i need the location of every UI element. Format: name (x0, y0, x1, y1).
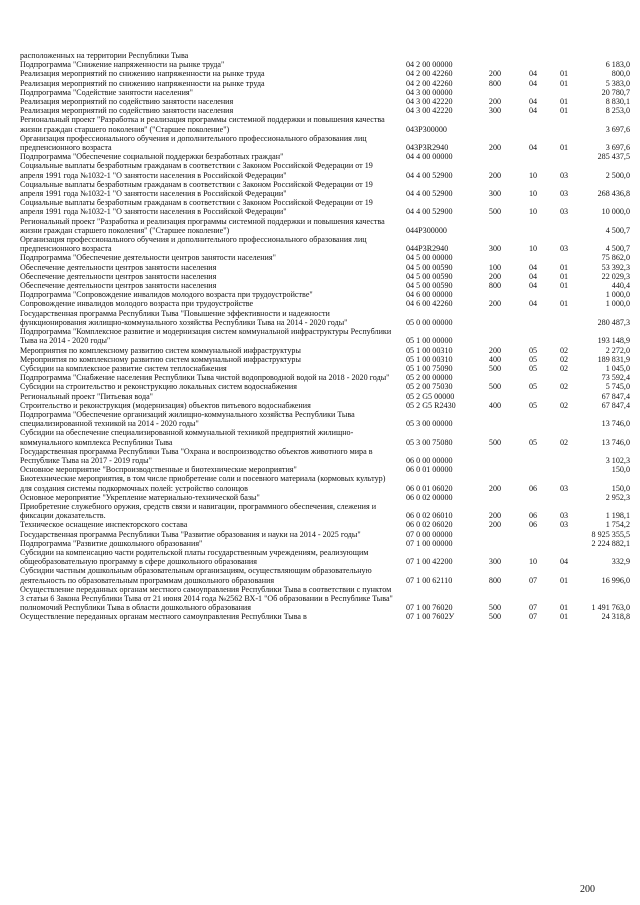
amount: 13 746,0 (601, 419, 630, 429)
target-code: 04 2 00 42260 (406, 69, 453, 79)
expense-type: 800 (488, 575, 502, 585)
amount: 20 780,7 (601, 87, 630, 97)
target-code: 043P300000 (406, 124, 447, 134)
row-name: Подпрограмма "Сопровождение инвалидов молодого возраста при трудоустройстве" (20, 290, 313, 300)
amount: 16 996,0 (601, 575, 630, 585)
section-code: 05 (528, 437, 538, 447)
expense-type: 800 (488, 78, 502, 88)
target-code: 05 2 G5 R2430 (406, 400, 456, 410)
table-row (20, 548, 630, 566)
row-name: Подпрограмма "Снижение напряженности на рынке труда" (20, 60, 225, 70)
target-code: 07 1 00 76020 (406, 603, 453, 613)
amount: 2 500,0 (605, 170, 630, 180)
subsection-code: 02 (559, 400, 569, 410)
amount: 150,0 (611, 465, 630, 475)
row-name: Приобретение служебного оружия, средств связи и навигации, программного обеспечения, слежения и фиксации доказательств. (20, 501, 377, 521)
expense-type: 300 (488, 557, 502, 567)
subsection-code: 02 (559, 382, 569, 392)
expense-type: 500 (488, 363, 502, 373)
target-code: 043P3R2940 (406, 143, 449, 153)
table-row (20, 355, 630, 364)
table-row (20, 346, 630, 355)
amount: 3 697,6 (605, 143, 630, 153)
subsection-code: 03 (559, 170, 569, 180)
row-name: Подпрограмма "Содействие занятости населения" (20, 87, 193, 97)
row-name: Подпрограмма "Снабжение населения Республики Тыва чистой водопроводной водой на 2018 - 2020 годы" (20, 373, 390, 383)
subsection-code: 01 (559, 78, 569, 88)
table-row (20, 97, 630, 106)
table-row (20, 447, 630, 465)
row-name: Основное мероприятие "Воспроизводственные и биотехнические мероприятия" (20, 465, 297, 475)
target-code: 07 1 00 7602У (406, 612, 455, 622)
section-code: 07 (528, 575, 538, 585)
amount: 285 437,5 (597, 152, 630, 162)
amount: 268 436,8 (597, 189, 630, 199)
amount: 67 847,4 (601, 391, 630, 401)
expense-type: 300 (488, 106, 502, 116)
table-row (20, 373, 630, 382)
section-code: 10 (528, 557, 538, 567)
table-row (20, 106, 630, 115)
expense-type: 100 (488, 262, 502, 272)
expense-type: 500 (488, 603, 502, 613)
subsection-code: 03 (559, 189, 569, 199)
row-name: Сопровождение инвалидов молодого возраста при трудоустройстве (20, 299, 254, 309)
target-code: 05 1 00 00000 (406, 336, 453, 346)
amount: 189 831,9 (597, 354, 630, 364)
table-row (20, 69, 630, 78)
target-code: 06 0 02 06020 (406, 520, 453, 530)
section-code: 06 (528, 520, 538, 530)
amount: 67 847,4 (601, 400, 630, 410)
budget-table (20, 51, 630, 622)
table-row (20, 539, 630, 548)
table-row (20, 235, 630, 253)
amount: 22 029,3 (601, 271, 630, 281)
section-code: 04 (528, 69, 538, 79)
section-code: 04 (528, 271, 538, 281)
table-row (20, 115, 630, 133)
row-name: Региональный проект "Разработка и реализация программы системной поддержки и повышения качества жизни граждан старшего поколения" ("Старшее поколение") (20, 115, 385, 134)
amount: 1 000,0 (605, 299, 630, 309)
row-name: Техническое оснащение инспекторского состава (20, 520, 188, 530)
table-row (20, 392, 630, 401)
row-name: Организация профессионального обучения и дополнительного профессионального образования лиц предпенсионного возраста (20, 235, 367, 254)
target-code: 05 1 00 00310 (406, 345, 453, 355)
table-row (20, 530, 630, 539)
expense-type: 800 (488, 281, 502, 291)
target-code: 06 0 02 06010 (406, 511, 453, 521)
amount: 8 830,1 (605, 97, 630, 107)
subsection-code: 01 (559, 575, 569, 585)
row-name: Реализация мероприятий по содействию занятости населения (20, 106, 234, 116)
subsection-code: 02 (559, 437, 569, 447)
expense-type: 200 (488, 299, 502, 309)
row-name: Социальные выплаты безработным гражданам в соответствии с Законом Российской Федерации от 19 апреля 1991 года №1032-1 "О занятости населения в Российской Федерации" (20, 179, 373, 199)
amount: 1 000,0 (605, 290, 630, 300)
table-row (20, 290, 630, 299)
row-name: Социальные выплаты безработным гражданам в соответствии с Законом Российской Федерации от 19 апреля 1991 года №1032-1 "О занятости населения в Российской Федерации" (20, 198, 373, 217)
amount: 53 392,3 (601, 262, 630, 272)
target-code: 04 4 00 00000 (406, 152, 453, 162)
amount: 1 045,0 (605, 363, 630, 373)
target-code: 04 6 00 42260 (406, 299, 453, 309)
table-row (20, 60, 630, 69)
section-code: 07 (528, 603, 538, 613)
expense-type: 400 (488, 400, 502, 410)
table-row (20, 382, 630, 391)
section-code: 05 (528, 363, 538, 373)
section-code: 06 (528, 511, 538, 521)
expense-type: 200 (488, 143, 502, 153)
table-row (20, 502, 630, 520)
section-code: 05 (528, 382, 538, 392)
table-row (20, 364, 630, 373)
table-row (20, 520, 630, 529)
table-row (20, 272, 630, 281)
target-code: 06 0 01 00000 (406, 465, 453, 475)
expense-type: 300 (488, 244, 502, 254)
expense-type: 200 (488, 483, 502, 493)
subsection-code: 01 (559, 97, 569, 107)
target-code: 07 0 00 00000 (406, 529, 453, 539)
amount: 8 253,0 (605, 106, 630, 116)
expense-type: 200 (488, 97, 502, 107)
section-code: 10 (528, 244, 538, 254)
table-row (20, 51, 630, 60)
amount: 24 318,8 (601, 612, 630, 622)
amount: 2 952,3 (605, 492, 630, 502)
amount: 73 592,4 (601, 373, 630, 383)
subsection-code: 01 (559, 299, 569, 309)
target-code: 05 3 00 75080 (406, 437, 453, 447)
target-code: 07 1 00 62110 (406, 575, 453, 585)
target-code: 06 0 00 00000 (406, 455, 453, 465)
amount: 4 500,7 (605, 225, 630, 235)
row-name: Государственная программа Республики Тыва "Охрана и воспроизводство объектов животного мира в Республике Тыва на 2017 - 2019 годы" (20, 446, 373, 465)
amount: 3 102,3 (605, 455, 630, 465)
target-code: 06 0 02 00000 (406, 492, 453, 502)
target-code: 05 0 00 00000 (406, 317, 453, 327)
row-name: Субсидии на компенсацию части родительской платы государственным учреждениям, реализующим общеобразовательную программу в сфере дошкольного образования (20, 547, 369, 567)
row-name: Государственная программа Республики Тыва "Повышение эффективности и надежности функционирования жилищно-коммунального хозяйства Республики Тыва на 2014 - 2020 годы" (20, 308, 348, 327)
section-code: 05 (528, 400, 538, 410)
section-code: 07 (528, 612, 538, 622)
target-code: 044P300000 (406, 225, 447, 235)
table-row (20, 79, 630, 88)
section-code: 04 (528, 299, 538, 309)
table-row (20, 253, 630, 262)
section-code: 10 (528, 207, 538, 217)
row-name: Региональный проект "Питьевая вода" (20, 391, 153, 401)
target-code: 05 2 G5 00000 (406, 391, 455, 401)
amount: 10 000,0 (601, 207, 630, 217)
expense-type: 200 (488, 511, 502, 521)
row-name: Биотехнические мероприятия, в том числе приобретение соли и посевного материала (кормовых культур) для создания системы подкормочных полей: устройство солонцов (20, 474, 386, 493)
subsection-code: 02 (559, 354, 569, 364)
row-name: Государственная программа Республики Тыва "Развитие образования и науки на 2014 - 2025 годы" (20, 529, 361, 539)
row-name: Обеспечение деятельности центров занятости населения (20, 281, 217, 291)
amount: 1 754,2 (605, 520, 630, 530)
subsection-code: 01 (559, 262, 569, 272)
target-code: 07 1 00 42200 (406, 557, 453, 567)
table-row (20, 327, 630, 345)
section-code: 10 (528, 170, 538, 180)
row-name: Социальные выплаты безработным гражданам в соответствии с Законом Российской Федерации от 19 апреля 1991 года №1032-1 "О занятости населения в Российской Федерации" (20, 161, 373, 180)
amount: 193 148,9 (597, 336, 630, 346)
subsection-code: 03 (559, 483, 569, 493)
target-code: 04 3 00 42220 (406, 97, 453, 107)
section-code: 04 (528, 262, 538, 272)
section-code: 05 (528, 354, 538, 364)
amount: 150,0 (611, 483, 630, 493)
section-code: 05 (528, 345, 538, 355)
section-code: 04 (528, 143, 538, 153)
row-name: Субсидии на строительство и реконструкцию локальных систем водоснабжения (20, 382, 297, 392)
row-name: Субсидии на комплексное развитие систем теплоснабжения (20, 363, 227, 373)
table-row (20, 410, 630, 428)
subsection-code: 03 (559, 207, 569, 217)
subsection-code: 02 (559, 363, 569, 373)
table-row (20, 88, 630, 97)
row-name: Подпрограмма "Развитие дошкольного образования" (20, 538, 203, 548)
target-code: 04 2 00 00000 (406, 60, 453, 70)
table-row (20, 152, 630, 161)
table-row (20, 401, 630, 410)
expense-type: 400 (488, 354, 502, 364)
row-name: Региональный проект "Разработка и реализация программы системной поддержки и повышения качества жизни граждан старшего поколения" ("Старшее поколение") (20, 216, 385, 235)
section-code: 06 (528, 483, 538, 493)
page-number: 200 (580, 884, 595, 895)
target-code: 04 5 00 00590 (406, 281, 453, 291)
amount: 1 491 763,0 (591, 603, 630, 613)
target-code: 05 1 00 00310 (406, 354, 453, 364)
section-code: 04 (528, 281, 538, 291)
table-row (20, 465, 630, 474)
table-row (20, 161, 630, 179)
row-name: Подпрограмма "Комплексное развитие и модернизация систем коммунальной инфраструктуры Республики Тыва на 2014 - 2020 годы" (20, 327, 392, 346)
row-name: Подпрограмма "Обеспечение организаций жилищно-коммунального хозяйства Республики Тыва специализированной техникой на 2014 - 2020 годы" (20, 409, 355, 429)
expense-type: 300 (488, 189, 502, 199)
section-code: 04 (528, 97, 538, 107)
amount: 4 500,7 (605, 244, 630, 254)
table-row (20, 180, 630, 198)
target-code: 05 2 00 75030 (406, 382, 453, 392)
row-name: Обеспечение деятельности центров занятости населения (20, 262, 217, 272)
table-row (20, 428, 630, 446)
row-name: Подпрограмма "Обеспечение деятельности центров занятости населения" (20, 253, 276, 263)
subsection-code: 03 (559, 511, 569, 521)
target-code: 04 3 00 00000 (406, 87, 453, 97)
section-code: 10 (528, 189, 538, 199)
row-name: Субсидии частным дошкольным образовательным организациям, осуществляющим образовательную деятельность по образовательным программам дошкольного образования (20, 566, 372, 585)
expense-type: 200 (488, 170, 502, 180)
subsection-code: 01 (559, 143, 569, 153)
target-code: 04 5 00 00590 (406, 262, 453, 272)
subsection-code: 01 (559, 612, 569, 622)
target-code: 05 3 00 00000 (406, 419, 453, 429)
amount: 8 925 355,5 (591, 529, 630, 539)
row-name: Мероприятия по комплексному развитию систем коммунальной инфраструктуры (20, 354, 301, 364)
amount: 440,4 (611, 281, 630, 291)
table-row (20, 612, 630, 621)
expense-type: 200 (488, 271, 502, 281)
target-code: 04 5 00 00000 (406, 253, 453, 263)
expense-type: 500 (488, 207, 502, 217)
table-row (20, 217, 630, 235)
table-row (20, 309, 630, 327)
row-name: Обеспечение деятельности центров занятости населения (20, 271, 217, 281)
target-code: 044P3R2940 (406, 244, 449, 254)
amount: 280 487,3 (597, 317, 630, 327)
row-name: Строительство и реконструкция (модернизация) объектов питьевого водоснабжения (20, 400, 311, 410)
subsection-code: 01 (559, 69, 569, 79)
subsection-code: 02 (559, 345, 569, 355)
target-code: 04 2 00 42260 (406, 78, 453, 88)
table-row (20, 474, 630, 492)
expense-type: 500 (488, 437, 502, 447)
expense-type: 500 (488, 382, 502, 392)
row-name: Реализация мероприятий по снижению напряженности на рынке труда (20, 78, 265, 88)
expense-type: 200 (488, 520, 502, 530)
subsection-code: 01 (559, 106, 569, 116)
table-row (20, 585, 630, 613)
amount: 332,9 (611, 557, 630, 567)
target-code: 04 6 00 00000 (406, 290, 453, 300)
table-row (20, 493, 630, 502)
target-code: 04 5 00 00590 (406, 271, 453, 281)
row-name: Осуществление переданных органам местного самоуправления Республики Тыва в соответствии с пунктом 3 статьи 6 Закона Республики Тыва от 21 июня 2014 года №2562 ВХ-1 "Об образовании в Республике Тыва" полномочий Республики Тыва в области дошкольного образования (20, 584, 393, 613)
row-name: Основное мероприятие "Укрепление материально-технической базы" (20, 492, 260, 502)
subsection-code: 03 (559, 244, 569, 254)
target-code: 05 2 00 00000 (406, 373, 453, 383)
target-code: 04 4 00 52900 (406, 189, 453, 199)
target-code: 05 1 00 75090 (406, 363, 453, 373)
row-name: Мероприятия по комплексному развитию систем коммунальной инфраструктуры (20, 345, 301, 355)
subsection-code: 01 (559, 603, 569, 613)
row-name: Реализация мероприятий по снижению напряженности на рынке труда (20, 69, 265, 79)
target-code: 06 0 01 06020 (406, 483, 453, 493)
expense-type: 500 (488, 612, 502, 622)
amount: 13 746,0 (601, 437, 630, 447)
row-name: Реализация мероприятий по содействию занятости населения (20, 97, 234, 107)
row-name: Подпрограмма "Обеспечение социальной поддержки безработных граждан" (20, 152, 284, 162)
target-code: 04 4 00 52900 (406, 170, 453, 180)
subsection-code: 03 (559, 520, 569, 530)
amount: 2 272,0 (605, 345, 630, 355)
amount: 6 183,0 (605, 60, 630, 70)
target-code: 04 3 00 42220 (406, 106, 453, 116)
amount: 3 697,6 (605, 124, 630, 134)
table-row (20, 134, 630, 152)
table-row (20, 263, 630, 272)
subsection-code: 01 (559, 271, 569, 281)
row-name: Организация профессионального обучения и дополнительного профессионального образования лиц предпенсионного возраста (20, 133, 367, 153)
amount: 1 198,1 (605, 511, 630, 521)
row-name: Осуществление переданных органам местного самоуправления Республики Тыва в (20, 612, 307, 622)
row-name: расположенных на территории Республики Тыва (20, 51, 189, 60)
section-code: 04 (528, 78, 538, 88)
amount: 800,0 (611, 69, 630, 79)
row-name: Субсидии на обеспечение специализированной коммунальной техникой предприятий жилищно-коммунального комплекса Республики Тыва (20, 428, 354, 447)
table-row (20, 281, 630, 290)
amount: 2 224 882,1 (591, 538, 630, 548)
amount: 5 745,0 (605, 382, 630, 392)
expense-type: 200 (488, 69, 502, 79)
table-row (20, 198, 630, 216)
subsection-code: 04 (559, 557, 569, 567)
target-code: 04 4 00 52900 (406, 207, 453, 217)
subsection-code: 01 (559, 281, 569, 291)
table-row (20, 566, 630, 584)
amount: 5 383,0 (605, 78, 630, 88)
section-code: 04 (528, 106, 538, 116)
table-row (20, 299, 630, 308)
expense-type: 200 (488, 345, 502, 355)
amount: 75 862,0 (601, 253, 630, 263)
target-code: 07 1 00 00000 (406, 538, 453, 548)
